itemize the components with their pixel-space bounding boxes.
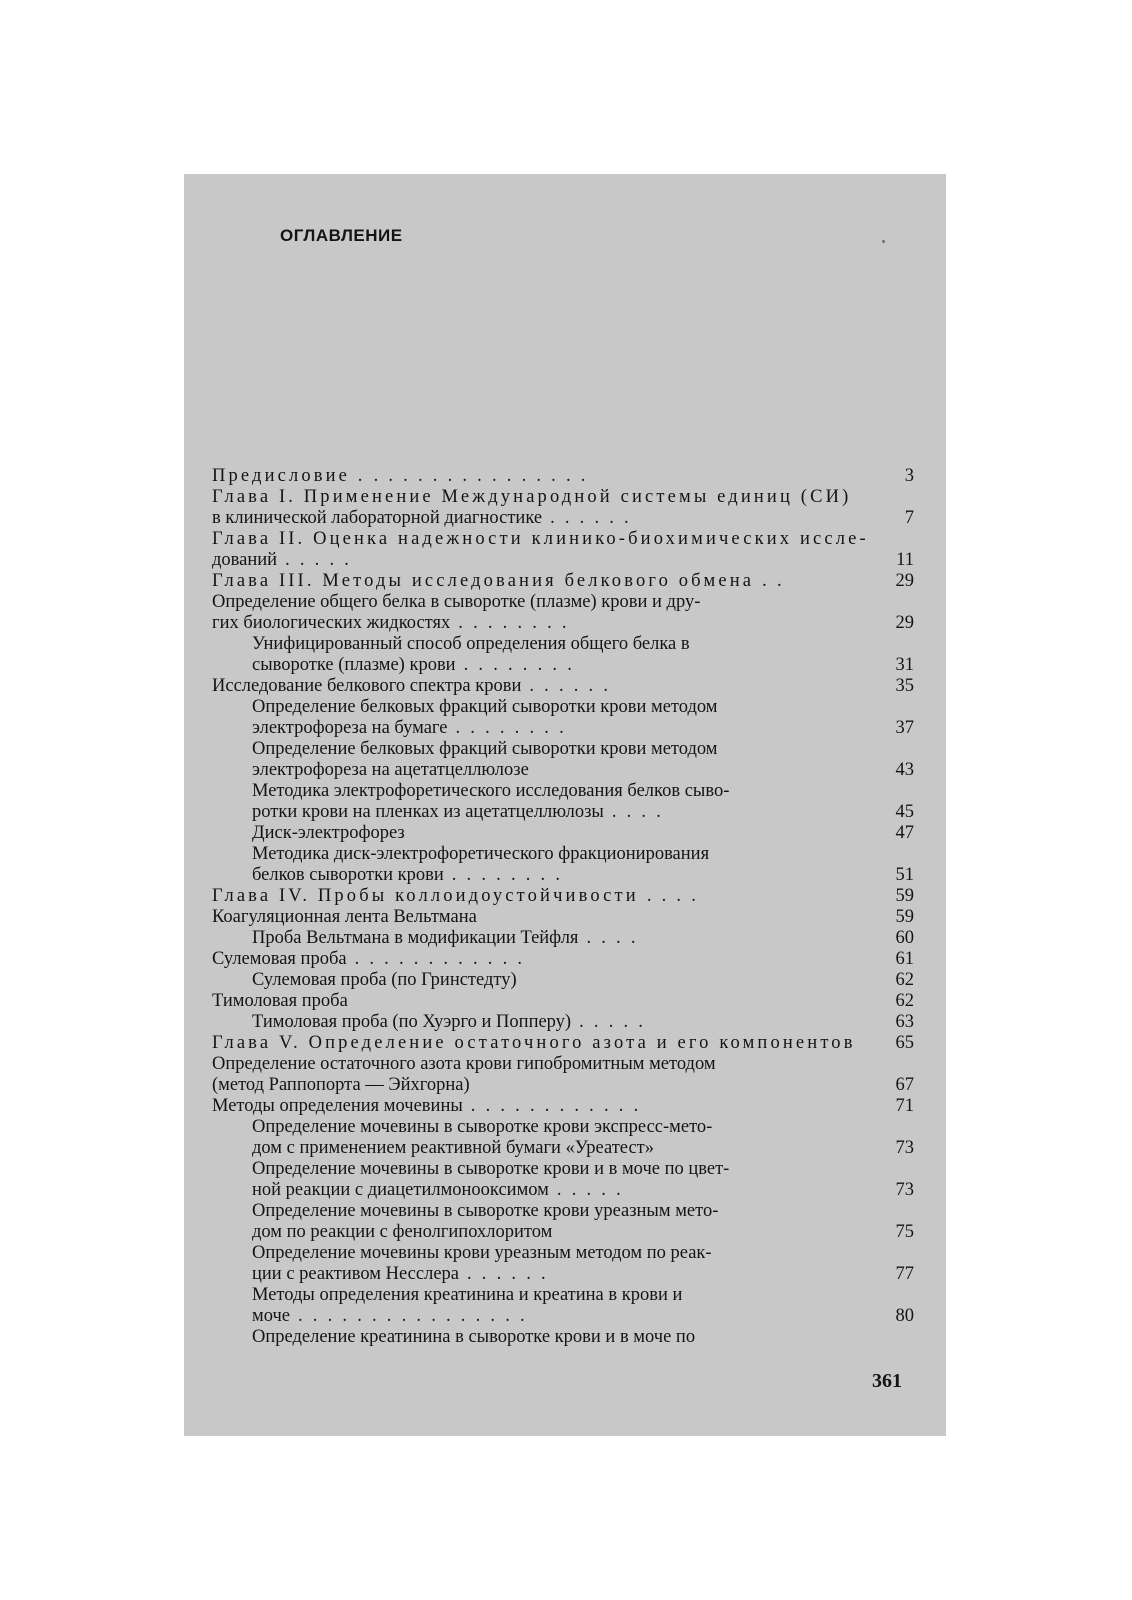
- toc-page-number: 59: [895, 907, 914, 927]
- toc-entry-line: [212, 1243, 914, 1264]
- toc-entry-text: ции с реактивом Несслера: [252, 1264, 459, 1284]
- toc-page-number: 62: [895, 970, 914, 990]
- toc-entry: [212, 1096, 914, 1117]
- toc-entry-line: [212, 613, 914, 634]
- toc-entry: [212, 1054, 914, 1096]
- toc-entry-text: дом по реакции с фенолгипохлоритом: [252, 1222, 553, 1242]
- dot-leader: ............: [354, 949, 533, 969]
- toc-entry-line: [212, 550, 914, 571]
- toc-entry-line: [212, 1033, 914, 1054]
- toc-entry: [212, 571, 914, 592]
- toc-entry-line: [212, 655, 914, 676]
- toc-entry-text: Методы определения креатинина и креатина в крови и: [252, 1285, 683, 1305]
- toc-entry-line: [212, 760, 914, 781]
- toc-entry-text: Проба Вельтмана в модификации Тейфля: [252, 928, 579, 948]
- toc-entry-line: [212, 592, 914, 613]
- toc-entry-line: [212, 1180, 914, 1201]
- toc-entry: [212, 1117, 914, 1159]
- toc-entry-text: Определение креатинина в сыворотке крови и в моче по: [252, 1327, 696, 1347]
- toc-page-number: 73: [895, 1138, 914, 1158]
- toc-entry-text: Предисловие .: [212, 466, 366, 486]
- toc-entry-text: Определение белковых фракций сыворотки крови методом: [252, 739, 718, 759]
- toc-entry: [212, 1327, 914, 1348]
- toc-entry-line: [212, 739, 914, 760]
- toc-entry-line: [212, 1222, 914, 1243]
- toc-entry: [212, 928, 914, 949]
- dot-leader: ................: [298, 1306, 535, 1326]
- toc-entry-line: [212, 949, 914, 970]
- toc-entry: [212, 676, 914, 697]
- toc-title: ОГЛАВЛЕНИЕ: [280, 226, 403, 245]
- toc-entry-text: Определение мочевины крови уреазным методом по реак-: [252, 1243, 712, 1263]
- toc-entry: [212, 991, 914, 1012]
- toc-entry: [212, 949, 914, 970]
- toc-page-number: 80: [895, 1306, 914, 1326]
- dot-leader: ....: [586, 928, 646, 948]
- toc-page-number: 43: [895, 760, 914, 780]
- toc-entry-line: [212, 529, 914, 550]
- toc-entry-line: [212, 1138, 914, 1159]
- toc-entry-text: Определение мочевины в сыворотке крови и в моче по цвет-: [252, 1159, 730, 1179]
- book-page: [184, 174, 946, 1436]
- toc-entry-line: [212, 676, 914, 697]
- toc-entry-text: Коагуляционная лента Вельтмана: [212, 907, 477, 927]
- toc-entry-text: ротки крови на пленках из ацетатцеллюлозы: [252, 802, 604, 822]
- toc-entry: [212, 487, 914, 529]
- dot-leader: ........: [458, 613, 577, 633]
- toc-entry-text: Тимоловая проба: [212, 991, 348, 1011]
- dot-leader: ......: [529, 676, 619, 696]
- toc-entry-text: Определение общего белка в сыворотке (плазме) крови и дру-: [212, 592, 701, 612]
- toc-page-number: 73: [895, 1180, 914, 1200]
- toc-entry-text: Методика электрофоретического исследования белков сыво-: [252, 781, 730, 801]
- toc-page-number: 62: [895, 991, 914, 1011]
- toc-entry-line: [212, 865, 914, 886]
- toc-entry-text: Глава III. Методы исследования белкового обмена: [212, 571, 755, 591]
- toc-entry-text: Тимоловая проба (по Хуэрго и Попперу): [252, 1012, 572, 1032]
- toc-entry-line: [212, 1159, 914, 1180]
- dot-leader: .....: [556, 1180, 631, 1200]
- toc-page-number: 67: [895, 1075, 914, 1095]
- dot-leader: ........: [455, 718, 574, 738]
- toc-entry: [212, 1012, 914, 1033]
- toc-page-number: 29: [895, 571, 914, 591]
- toc-page-number: 45: [895, 802, 914, 822]
- toc-entry: [212, 886, 914, 907]
- toc-page-number: 63: [895, 1012, 914, 1032]
- toc-entry: [212, 634, 914, 676]
- toc-entry-line: [212, 634, 914, 655]
- dot-leader: ........: [463, 655, 582, 675]
- toc-entry: [212, 1285, 914, 1327]
- toc-entry: [212, 592, 914, 634]
- toc-page-number: 29: [895, 613, 914, 633]
- toc-entry-line: [212, 991, 914, 1012]
- toc-entry-line: [212, 907, 914, 928]
- toc-entry: [212, 823, 914, 844]
- toc-entry-line: [212, 487, 914, 508]
- toc-entry-text: Определение мочевины в сыворотке крови экспресс-мето-: [252, 1117, 713, 1137]
- toc-page-number: 61: [895, 949, 914, 969]
- toc-entry-line: [212, 1306, 914, 1327]
- dot-leader: ......: [550, 508, 639, 528]
- toc-entry: [212, 1201, 914, 1243]
- dot-leader: ..: [762, 571, 792, 591]
- toc-entry-text: электрофореза на ацетатцеллюлозе: [252, 760, 529, 780]
- toc-entry-line: [212, 1075, 914, 1096]
- toc-entry-text: Сулемовая проба (по Гринстедту): [252, 970, 517, 990]
- toc-entry-line: [212, 1012, 914, 1033]
- toc-entry-text: ной реакции с диацетилмонооксимом: [252, 1180, 549, 1200]
- dot-leader: ....: [646, 886, 707, 906]
- toc-entry-text: Определение белковых фракций сыворотки крови методом: [252, 697, 718, 717]
- toc-entry-line: [212, 844, 914, 865]
- dot-leader: ....: [611, 802, 672, 822]
- toc-entry-text: гих биологических жидкостях: [212, 613, 451, 633]
- toc-entry-line: [212, 886, 914, 907]
- dot-leader: ......: [467, 1264, 556, 1284]
- toc-page-number: 75: [895, 1222, 914, 1242]
- toc-entry-line: [212, 970, 914, 991]
- toc-entry-text: в клинической лабораторной диагностике: [212, 508, 543, 528]
- toc-page-number: 77: [895, 1264, 914, 1284]
- toc-entry-line: [212, 1096, 914, 1117]
- toc-entry-line: [212, 928, 914, 949]
- toc-page-number: 51: [895, 865, 914, 885]
- dot-leader: ...............: [373, 466, 596, 486]
- toc-entry: [212, 529, 914, 571]
- toc-entry-line: [212, 781, 914, 802]
- toc-entry-text: Глава I. Применение Международной системы единиц (СИ): [212, 487, 852, 507]
- toc-page-number: 31: [895, 655, 914, 675]
- toc-entry-text: Исследование белкового спектра крови: [212, 676, 522, 696]
- toc-entry-text: Унифицированный способ определения общего белка в: [252, 634, 690, 654]
- toc-entry-text: Глава II. Оценка надежности клинико-биохимических иссле-: [212, 529, 869, 549]
- toc-entry-text: Определение мочевины в сыворотке крови уреазным мето-: [252, 1201, 719, 1221]
- toc-entry-line: [212, 802, 914, 823]
- toc-page-number: 3: [904, 466, 914, 486]
- toc-entry-line: [212, 1327, 914, 1348]
- page-number: 361: [872, 1370, 902, 1392]
- toc-page-number: 60: [895, 928, 914, 948]
- toc-page-number: 37: [895, 718, 914, 738]
- toc-entry: [212, 1033, 914, 1054]
- toc-entry-text: Методика диск-электрофоретического фракционирования: [252, 844, 710, 864]
- toc-entry-text: электрофореза на бумаге: [252, 718, 448, 738]
- toc-entry-text: Сулемовая проба: [212, 949, 347, 969]
- toc-entry: [212, 1159, 914, 1201]
- toc-page-number: 11: [896, 550, 914, 570]
- toc-entry-text: Глава V. Определение остаточного азота и его компонентов: [212, 1033, 856, 1053]
- toc-entry-line: [212, 1054, 914, 1075]
- dot-leader: .....: [285, 550, 360, 570]
- toc-entry: [212, 970, 914, 991]
- toc-entry: [212, 739, 914, 781]
- toc-entry: [212, 844, 914, 886]
- toc-page-number: 65: [895, 1033, 914, 1053]
- toc-entry-text: Диск-электрофорез: [252, 823, 405, 843]
- toc-entry-text: белков сыворотки крови: [252, 865, 444, 885]
- paper-speck: [882, 240, 885, 243]
- toc-entry-text: Определение остаточного азота крови гипобромитным методом: [212, 1054, 716, 1074]
- toc-page-number: 47: [895, 823, 914, 843]
- toc-entry: [212, 466, 914, 487]
- toc-entry-line: [212, 718, 914, 739]
- toc-entry: [212, 907, 914, 928]
- dot-leader: ........: [451, 865, 571, 885]
- toc-entry-line: [212, 508, 914, 529]
- toc-entry-line: [212, 571, 914, 592]
- toc-entry-text: моче: [252, 1306, 290, 1326]
- toc-entry-text: (метод Раппопорта — Эйхгорна): [212, 1075, 470, 1095]
- toc-entry-text: дом с применением реактивной бумаги «Уреатест»: [252, 1138, 655, 1158]
- toc-entry-text: дований: [212, 550, 278, 570]
- toc-entry-line: [212, 1264, 914, 1285]
- dot-leader: .....: [579, 1012, 654, 1032]
- toc-entry-line: [212, 1117, 914, 1138]
- toc-page-number: 59: [895, 886, 914, 906]
- toc-page-number: 35: [895, 676, 914, 696]
- toc-entry: [212, 1243, 914, 1285]
- toc-entry-line: [212, 697, 914, 718]
- toc-entry-line: [212, 823, 914, 844]
- toc-entry-line: [212, 1285, 914, 1306]
- toc-entry-line: [212, 1201, 914, 1222]
- toc-entry-text: Глава IV. Пробы коллоидоустойчивости: [212, 886, 639, 906]
- dot-leader: ............: [470, 1096, 649, 1116]
- toc-page-number: 71: [895, 1096, 914, 1116]
- table-of-contents: [212, 466, 914, 1348]
- toc-entry: [212, 781, 914, 823]
- toc-entry-line: [212, 466, 914, 487]
- toc-page-number: 7: [904, 508, 914, 528]
- toc-entry-text: Методы определения мочевины: [212, 1096, 463, 1116]
- toc-entry: [212, 697, 914, 739]
- toc-entry-text: сыворотке (плазме) крови: [252, 655, 456, 675]
